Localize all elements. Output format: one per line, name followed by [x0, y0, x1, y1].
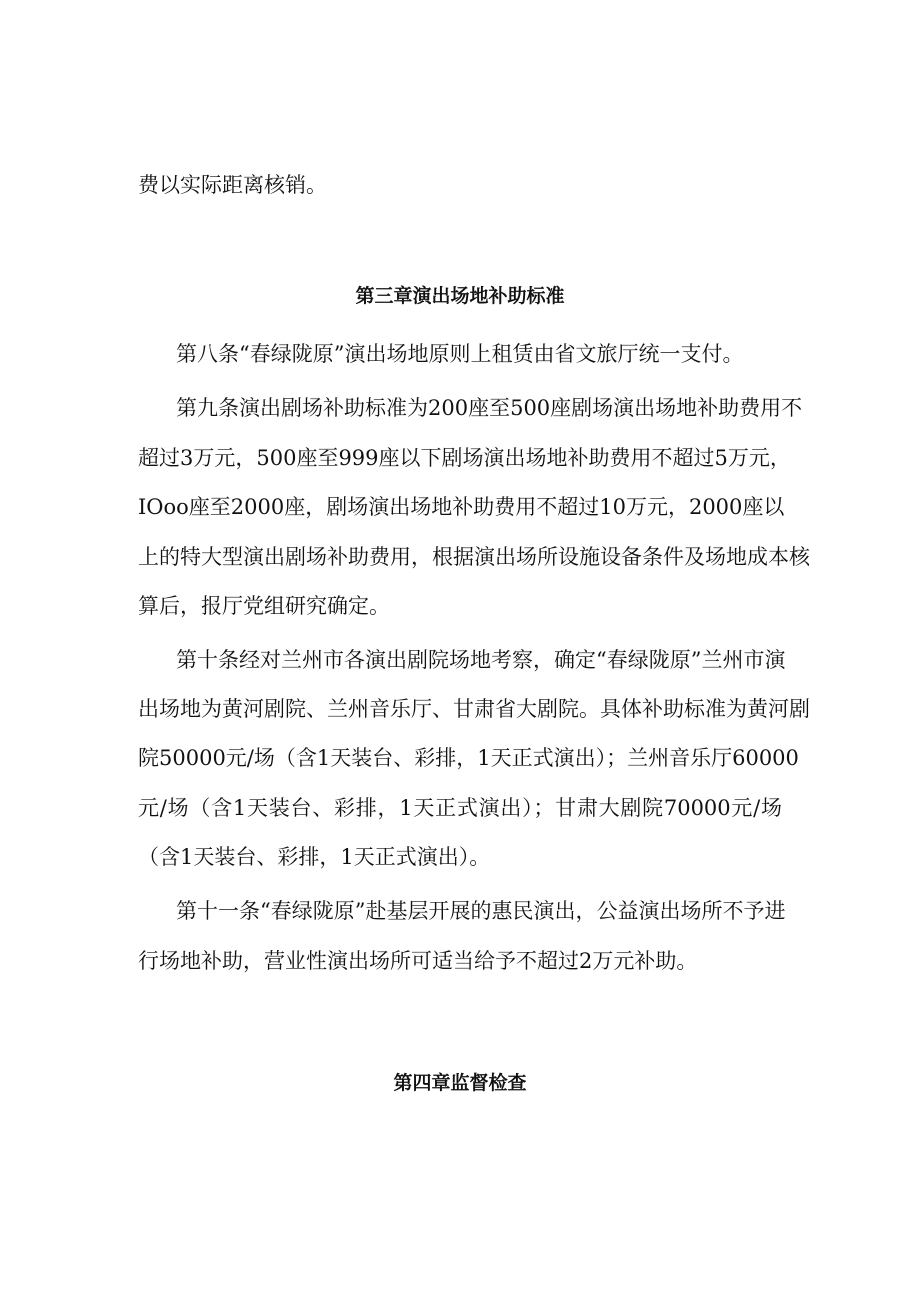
article-10-line-4: 元/场（含1天装台、彩排，1天正式演出）；甘肃大剧院70000元/场 [138, 796, 782, 820]
intro-line: 费以实际距离核销。 [138, 173, 327, 197]
article-9-line-1: 第九条演出剧场补助标准为200座至500座剧场演出场地补助费用不 [176, 396, 803, 420]
chapter-4-heading: 第四章监督检查 [393, 1072, 527, 1094]
article-9-line-4: 上的特大型演出剧场补助费用，根据演出场所设施设备条件及场地成本核 [138, 545, 810, 569]
article-9-line-2: 超过3万元，500座至999座以下剧场演出场地补助费用不超过5万元， [138, 446, 791, 470]
article-10-line-5: （含1天装台、彩排，1天正式演出）。 [138, 845, 491, 869]
article-11-line-1: 第十一条“春绿陇原”赴基层开展的惠民演出，公益演出场所不予进 [176, 899, 786, 923]
article-9-line-3: IOoo座至2000座，剧场演出场地补助费用不超过10万元，2000座以 [138, 495, 785, 519]
article-8-line-1: 第八条“春绿陇原”演出场地原则上租赁由省文旅厅统一支付。 [176, 342, 744, 366]
article-10-line-3: 院50000元/场（含1天装台、彩排，1天正式演出）；兰州音乐厅60000 [138, 746, 799, 770]
chapter-3-heading: 第三章演出场地补助标准 [355, 285, 565, 307]
article-9-line-5: 算后，报厅党组研究确定。 [138, 594, 390, 618]
article-11-line-2: 行场地补助，营业性演出场所可适当给予不超过2万元补助。 [138, 949, 698, 973]
article-10-line-2: 出场地为黄河剧院、兰州音乐厅、甘肃省大剧院。具体补助标准为黄河剧 [138, 697, 810, 721]
article-10-line-1: 第十条经对兰州市各演出剧院场地考察，确定“春绿陇原”兰州市演 [176, 648, 786, 672]
